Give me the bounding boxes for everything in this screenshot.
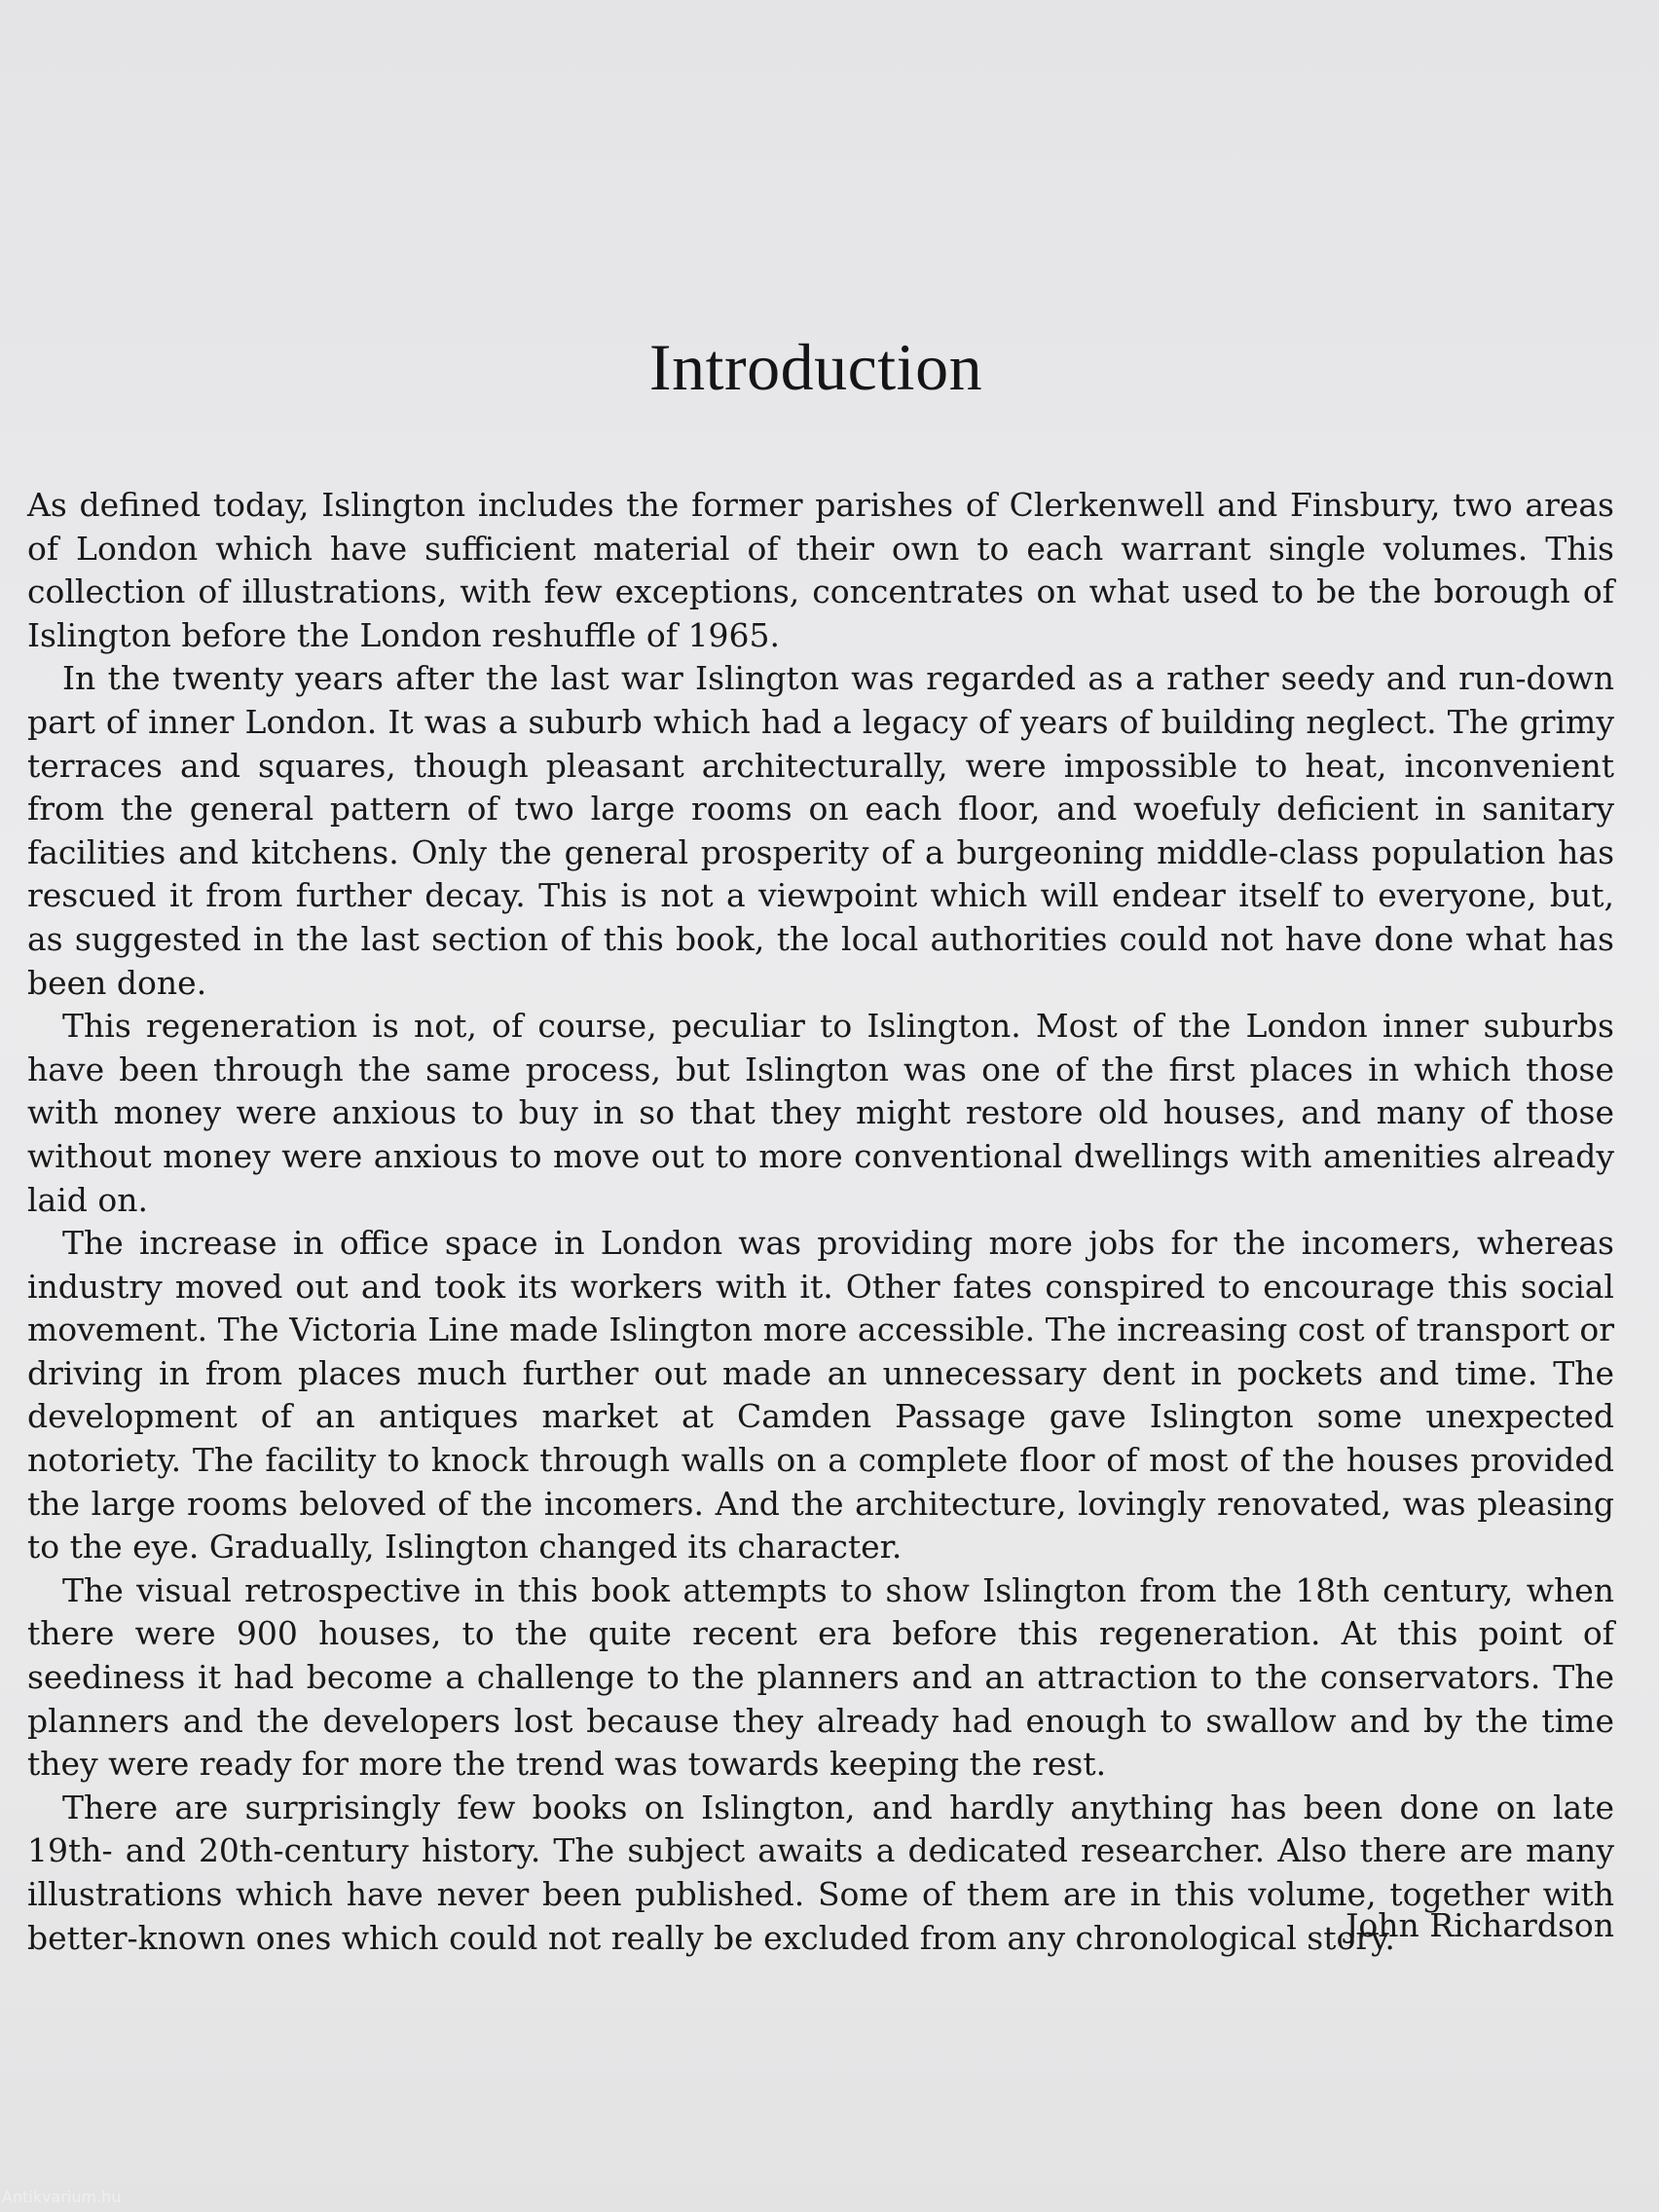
page-title: Introduction — [648, 330, 983, 404]
paragraph-6: There are surprisingly few books on Islington, and hardly anything has been done on late 19th- and 20th-century history. The subject awaits a dedicated researcher. Also there are many illustrations which have never been published. Some of them are in this volume, together with better-known ones which could not really be excluded from any chronological story. — [27, 1788, 1614, 1957]
paragraph-3: This regeneration is not, of course, peculiar to Islington. Most of the London inner suburbs have been through the same process, but Islington was one of the first places in which those with money were anxious to buy in so that they might restore old houses, and many of those without money were anxious to move out to more conventional dwellings with amenities already laid on. — [27, 1007, 1614, 1219]
paragraph-1: As defined today, Islington includes the former parishes of Clerkenwell and Finsbury, two areas of London which have sufficient material of their own to each warrant single volumes. This collection of illustrations, with few exceptions, concentrates on what used to be the borough of Islington before the London reshuffle of 1965. — [27, 486, 1614, 654]
paragraph-5: The visual retrospective in this book attempts to show Islington from the 18th century, when there were 900 houses, to the quite recent era before this regeneration. At this point of seediness it had become a challenge to the planners and an attraction to the conservators. The planners and the developers lost because they already had enough to swallow and by the time they were ready for more the trend was towards keeping the rest. — [27, 1570, 1614, 1784]
introduction-body — [27, 484, 1614, 1960]
watermark: Antikvarium.hu — [2, 2188, 122, 2206]
paragraph-2: In the twenty years after the last war Islington was regarded as a rather seedy and run-down part of inner London. It was a suburb which had a legacy of years of building neglect. The grimy terraces and squares, though pleasant architecturally, were impossible to heat, inconvenient from the general pattern of two large rooms on each floor, and woefuly deficient in sanitary facilities and kitchens. Only the general prosperity of a burgeoning middle-class population has rescued it from further decay. This is not a viewpoint which will endear itself to everyone, but, as suggested in the last section of this book, the local authorities could not have done what has been done. — [27, 659, 1614, 1002]
author-signature: John Richardson — [1346, 1906, 1614, 1944]
paragraph-4: The increase in office space in London was providing more jobs for the incomers, whereas industry moved out and took its workers with it. Other fates conspired to encourage this social movement. The Victoria Line made Islington more accessible. The increasing cost of transport or driving in from places much further out made an unnecessary dent in pockets and time. The development of an antiques market at Camden Passage gave Islington some unexpected notoriety. The facility to knock through walls on a complete floor of most of the houses provided the large rooms beloved of the incomers. And the architecture, lovingly renovated, was pleasing to the eye. Gradually, Islington changed its character. — [27, 1224, 1614, 1567]
